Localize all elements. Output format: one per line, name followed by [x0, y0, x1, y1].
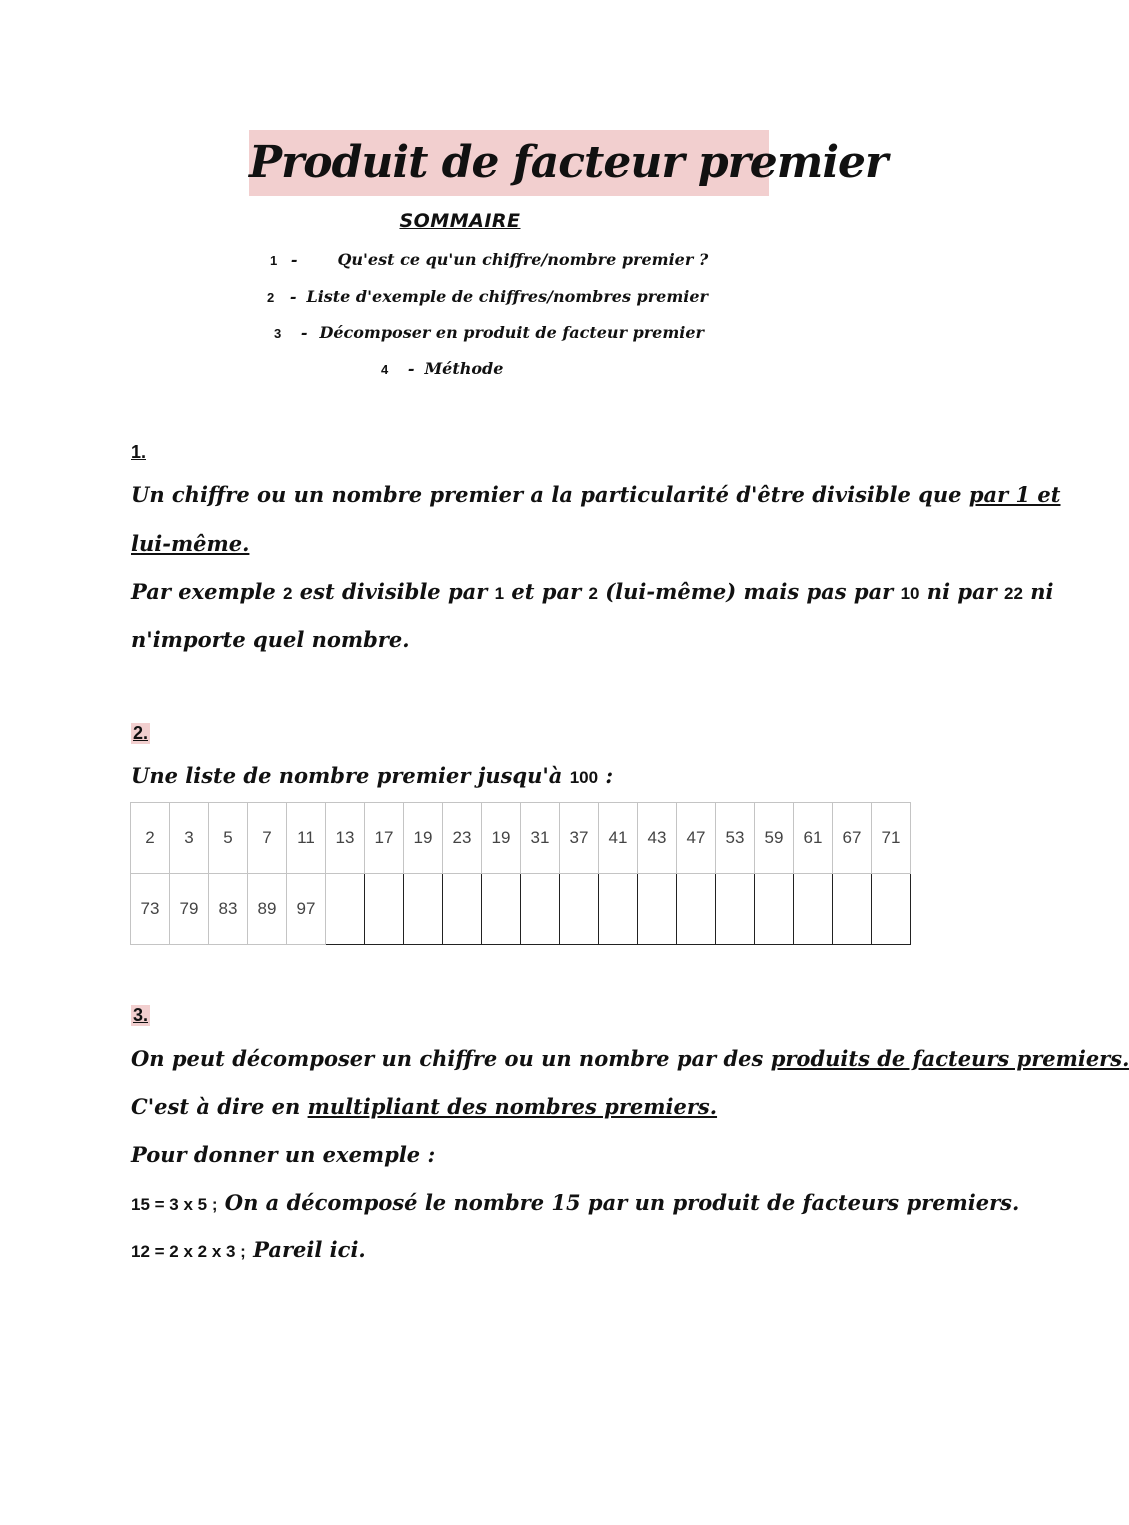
- text: On a décomposé le nombre 15 par un produit de facteurs premiers.: [217, 1190, 1020, 1215]
- section1-line3: [131, 579, 1054, 604]
- table-cell: 97: [287, 874, 326, 945]
- text: :: [598, 763, 614, 788]
- table-cell: 7: [248, 803, 287, 874]
- table-cell: 19: [482, 803, 521, 874]
- number: 10: [900, 584, 920, 603]
- text: On peut décomposer un chiffre ou un nombre par des: [131, 1046, 771, 1071]
- section2-intro: [131, 763, 613, 788]
- section-number: 1.: [131, 442, 147, 462]
- table-cell: 13: [326, 803, 365, 874]
- table-cell: 79: [170, 874, 209, 945]
- table-cell-empty: [599, 874, 638, 945]
- table-cell-empty: [404, 874, 443, 945]
- toc-item-number: 1: [270, 253, 278, 268]
- section3-line3: Pour donner un exemple :: [131, 1142, 436, 1167]
- section3-example1: [131, 1190, 1019, 1215]
- toc-heading: SOMMAIRE: [399, 210, 521, 232]
- table-cell: 67: [833, 803, 872, 874]
- text-underlined: par 1 et: [968, 482, 1061, 507]
- table-cell: 59: [755, 803, 794, 874]
- text: Un chiffre ou un nombre premier a la particularité d'être divisible que: [131, 482, 969, 507]
- table-cell: 71: [872, 803, 911, 874]
- text-underlined: produits de facteurs premiers.: [770, 1046, 1129, 1071]
- table-cell-empty: [755, 874, 794, 945]
- table-cell: 41: [599, 803, 638, 874]
- section1-line2: lui-même.: [131, 531, 250, 556]
- text: ni: [1022, 579, 1054, 604]
- table-cell: 19: [404, 803, 443, 874]
- text: Une liste de nombre premier jusqu'à: [131, 763, 570, 788]
- number: 2: [283, 584, 293, 603]
- toc-item-label: Méthode: [424, 359, 504, 378]
- table-cell-empty: [638, 874, 677, 945]
- table-cell: 2: [131, 803, 170, 874]
- table-cell: 11: [287, 803, 326, 874]
- table-cell-empty: [794, 874, 833, 945]
- text-underlined: multipliant des nombres premiers.: [307, 1094, 718, 1119]
- section3-example2: [131, 1237, 366, 1262]
- table-cell: 53: [716, 803, 755, 874]
- table-cell: 61: [794, 803, 833, 874]
- toc-item-label: Qu'est ce qu'un chiffre/nombre premier ?: [337, 250, 709, 269]
- toc-item: 4 - Méthode: [381, 359, 504, 378]
- section1-line1: [131, 482, 1060, 507]
- table-cell: 37: [560, 803, 599, 874]
- text: (lui-même) mais pas par: [597, 579, 901, 604]
- text: C'est à dire en: [131, 1094, 308, 1119]
- table-cell-empty: [833, 874, 872, 945]
- text: ni par: [919, 579, 1005, 604]
- table-cell-empty: [716, 874, 755, 945]
- table-cell-empty: [365, 874, 404, 945]
- table-cell: 89: [248, 874, 287, 945]
- number: 1: [494, 584, 505, 603]
- table-row: [131, 803, 911, 874]
- toc-item-number: 2: [267, 290, 275, 305]
- text: et par: [504, 579, 589, 604]
- equation: 15 = 3 x 5 ;: [131, 1195, 218, 1214]
- equation: 12 = 2 x 2 x 3 ;: [131, 1242, 246, 1261]
- number: 2: [588, 584, 598, 603]
- toc-item: 2 - Liste d'exemple de chiffres/nombres premier: [267, 287, 708, 306]
- table-cell: 31: [521, 803, 560, 874]
- table-cell: 3: [170, 803, 209, 874]
- text: est divisible par: [292, 579, 495, 604]
- table-cell-empty: [482, 874, 521, 945]
- section-number: 3.: [133, 1005, 149, 1025]
- text: Pareil ici.: [245, 1237, 366, 1262]
- toc-item: 1 - Qu'est ce qu'un chiffre/nombre premier ?: [270, 250, 709, 269]
- table-cell: 73: [131, 874, 170, 945]
- toc-item: 3 - Décomposer en produit de facteur premier: [274, 323, 704, 342]
- text: Par exemple: [131, 579, 284, 604]
- section-number: 2.: [133, 723, 149, 743]
- table-cell: 47: [677, 803, 716, 874]
- toc-item-number: 3: [274, 326, 282, 341]
- table-cell: 43: [638, 803, 677, 874]
- table-row: [131, 874, 911, 945]
- table-cell: 23: [443, 803, 482, 874]
- number: 22: [1004, 584, 1023, 603]
- section1-line4: n'importe quel nombre.: [131, 627, 410, 652]
- table-cell-empty: [443, 874, 482, 945]
- section3-line2: [131, 1094, 717, 1119]
- table-cell-empty: [521, 874, 560, 945]
- table-cell-empty: [326, 874, 365, 945]
- number: 100: [569, 768, 599, 787]
- section3-line1: [131, 1046, 1129, 1071]
- toc-item-label: Liste d'exemple de chiffres/nombres premier: [306, 287, 708, 306]
- table-cell: 5: [209, 803, 248, 874]
- prime-number-table: [130, 802, 911, 945]
- table-cell: 17: [365, 803, 404, 874]
- toc-item-label: Décomposer en produit de facteur premier: [319, 323, 704, 342]
- toc-item-number: 4: [381, 362, 389, 377]
- table-cell-empty: [677, 874, 716, 945]
- table-cell: 83: [209, 874, 248, 945]
- page-title: Produit de facteur premier: [249, 130, 769, 196]
- table-cell-empty: [560, 874, 599, 945]
- table-cell-empty: [872, 874, 911, 945]
